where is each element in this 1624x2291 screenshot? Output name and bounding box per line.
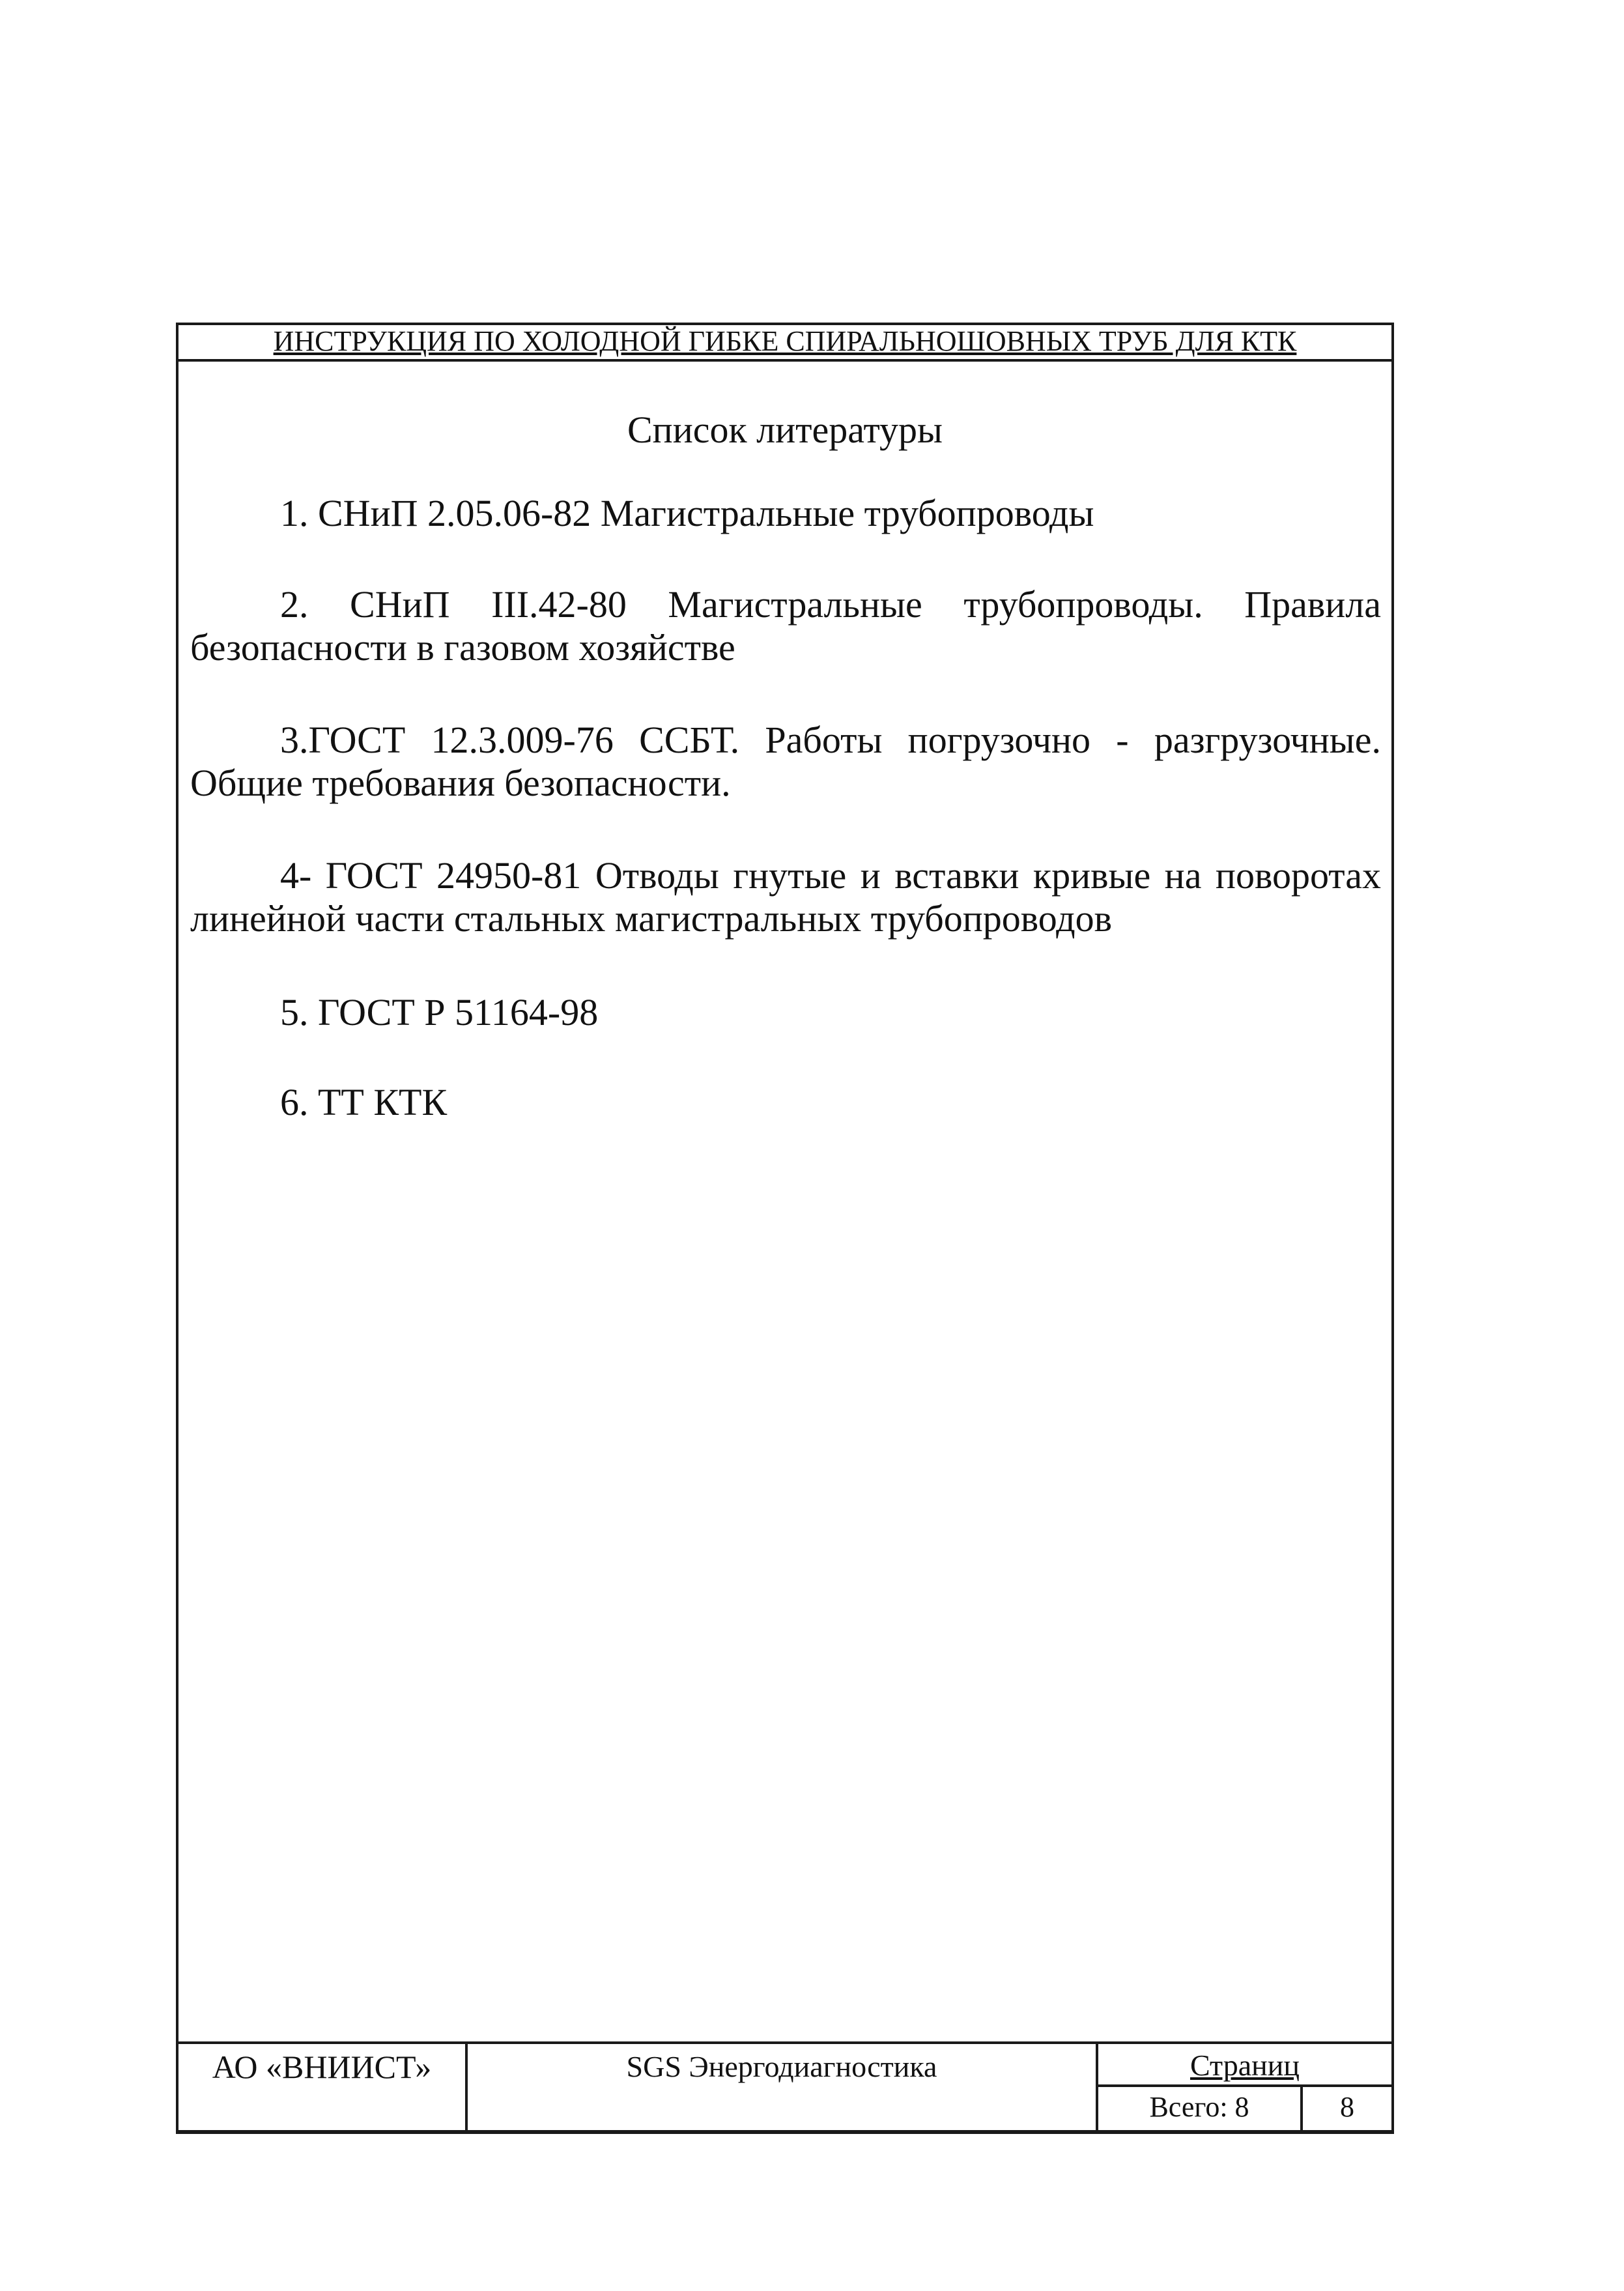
organization-cell: АО «ВНИИСТ» <box>178 2044 468 2130</box>
company-cell: SGS Энергодиагностика <box>468 2044 1098 2130</box>
current-page-number: 8 <box>1340 2091 1354 2123</box>
pages-cell <box>1098 2044 1391 2130</box>
document-header: ИНСТРУКЦИЯ ПО ХОЛОДНОЙ ГИБКЕ СПИРАЛЬНОШОВНЫХ ТРУБ ДЛЯ КТК <box>178 325 1391 362</box>
reference-item-4: 4- ГОСТ 24950-81 Отводы гнутые и вставки кривые на поворотах линейной части стальных магистральных трубопроводов <box>190 854 1381 940</box>
document-body <box>178 362 1391 2045</box>
title-block <box>178 2041 1391 2130</box>
references-title: Список литературы <box>627 409 943 451</box>
document-frame <box>176 323 1394 2134</box>
reference-item-6: 6. ТТ КТК <box>280 1081 448 1123</box>
reference-item-2: 2. СНиП III.42-80 Магистральные трубопроводы. Правила безопасности в газовом хозяйстве <box>190 583 1381 669</box>
reference-item-1: 1. СНиП 2.05.06-82 Магистральные трубопроводы <box>280 492 1094 534</box>
reference-item-5: 5. ГОСТ Р 51164-98 <box>280 991 599 1033</box>
pages-label: Страниц <box>1098 2044 1391 2087</box>
reference-item-3: 3.ГОСТ 12.3.009-76 ССБТ. Работы погрузочно - разгрузочные. Общие требования безопасности. <box>190 719 1381 804</box>
total-pages: Всего: 8 <box>1098 2087 1303 2130</box>
